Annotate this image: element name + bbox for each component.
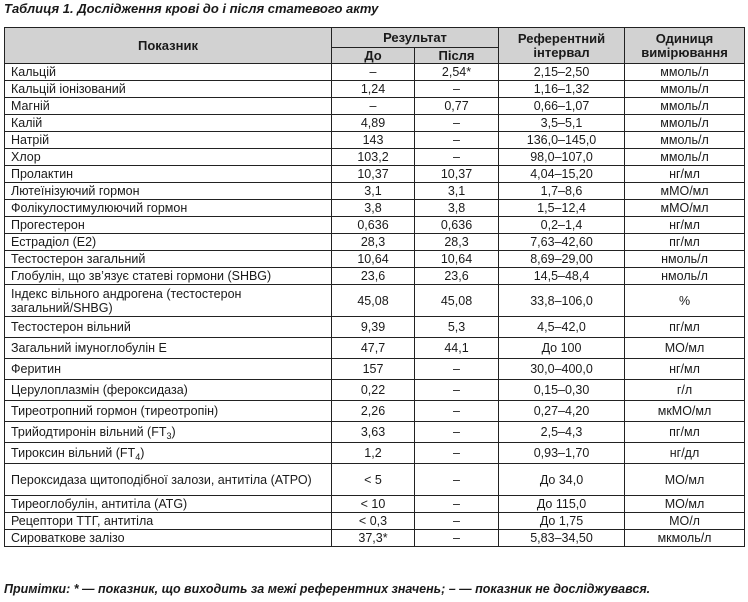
indicator-name: Пролактин [11, 167, 74, 181]
note-label: Примітки: [4, 582, 71, 596]
indicator-name: Тироксин вільний (FT [11, 446, 136, 460]
cell-after: – [415, 496, 499, 513]
indicator-name: Калій [11, 116, 43, 130]
cell-before: – [332, 98, 415, 115]
table-body [5, 64, 745, 547]
cell-unit: мМО/мл [625, 200, 745, 217]
table-row [5, 317, 745, 338]
table-row [5, 115, 745, 132]
cell-before: – [332, 64, 415, 81]
indicator-name: Прогестерон [11, 218, 85, 232]
cell-after: – [415, 81, 499, 98]
cell-after: 0,77 [415, 98, 499, 115]
indicator-name: Лютеїнізуючий гормон [11, 184, 140, 198]
cell-reference: 14,5–48,4 [499, 268, 625, 285]
header-after: Після [415, 48, 499, 64]
blood-test-table [4, 27, 745, 547]
cell-reference: До 34,0 [499, 464, 625, 496]
cell-after: – [415, 115, 499, 132]
cell-reference: 1,5–12,4 [499, 200, 625, 217]
cell-reference: 4,5–42,0 [499, 317, 625, 338]
cell-reference: 2,5–4,3 [499, 422, 625, 443]
indicator-suffix: ) [140, 446, 145, 460]
cell-unit: нг/мл [625, 359, 745, 380]
cell-reference: 8,69–29,00 [499, 251, 625, 268]
cell-indicator [5, 496, 332, 513]
table-row [5, 464, 745, 496]
cell-after: 44,1 [415, 338, 499, 359]
cell-after: – [415, 132, 499, 149]
indicator-name: Тиреотропний гормон (тиреотропін) [11, 404, 219, 418]
table-row [5, 234, 745, 251]
table-row [5, 380, 745, 401]
cell-unit: ммоль/л [625, 81, 745, 98]
cell-indicator [5, 132, 332, 149]
cell-indicator [5, 443, 332, 464]
cell-reference: 3,5–5,1 [499, 115, 625, 132]
header-result: Результат [332, 28, 499, 48]
cell-indicator [5, 530, 332, 547]
cell-before: 10,64 [332, 251, 415, 268]
cell-before: 0,636 [332, 217, 415, 234]
indicator-name: Сироваткове залізо [11, 531, 125, 545]
cell-reference: 33,8–106,0 [499, 285, 625, 317]
indicator-name: Трийодтиронін вільний (FT [11, 425, 167, 439]
cell-after: 2,54* [415, 64, 499, 81]
indicator-name: Хлор [11, 150, 41, 164]
header-unit: Одиниця вимірювання [625, 28, 745, 64]
cell-reference: 0,27–4,20 [499, 401, 625, 422]
cell-indicator [5, 285, 332, 317]
cell-before: 3,63 [332, 422, 415, 443]
cell-before: 103,2 [332, 149, 415, 166]
header-before: До [332, 48, 415, 64]
cell-unit: мкмоль/л [625, 530, 745, 547]
cell-after: – [415, 401, 499, 422]
cell-reference: До 100 [499, 338, 625, 359]
cell-reference: 98,0–107,0 [499, 149, 625, 166]
cell-unit: нг/мл [625, 166, 745, 183]
table-row [5, 530, 745, 547]
indicator-name: Глобулін, що зв’язує статеві гормони (SHBG) [11, 269, 272, 283]
indicator-name: Натрій [11, 133, 50, 147]
cell-unit: МО/л [625, 513, 745, 530]
cell-before: 4,89 [332, 115, 415, 132]
cell-reference: 0,15–0,30 [499, 380, 625, 401]
cell-unit: пг/мл [625, 317, 745, 338]
cell-after: – [415, 443, 499, 464]
cell-after: – [415, 359, 499, 380]
cell-reference: 30,0–400,0 [499, 359, 625, 380]
indicator-name: Фолікулостимулюючий гормон [11, 201, 188, 215]
cell-indicator [5, 217, 332, 234]
cell-reference: 1,16–1,32 [499, 81, 625, 98]
cell-after: – [415, 422, 499, 443]
cell-indicator [5, 401, 332, 422]
cell-unit: ммоль/л [625, 64, 745, 81]
cell-indicator [5, 317, 332, 338]
cell-unit: пг/мл [625, 422, 745, 443]
cell-indicator [5, 422, 332, 443]
cell-before: 10,37 [332, 166, 415, 183]
indicator-name: Пероксидаза щитоподібної залози, антитіла (АТРО) [11, 472, 312, 487]
cell-before: 3,1 [332, 183, 415, 200]
table-row [5, 285, 745, 317]
cell-after: 23,6 [415, 268, 499, 285]
cell-after: 10,64 [415, 251, 499, 268]
cell-after: – [415, 513, 499, 530]
cell-reference: 0,66–1,07 [499, 98, 625, 115]
table-row [5, 496, 745, 513]
cell-unit: % [625, 285, 745, 317]
table-row [5, 183, 745, 200]
cell-indicator [5, 98, 332, 115]
table-row [5, 268, 745, 285]
indicator-name: Тиреоглобулін, антитіла (АТG) [11, 497, 188, 511]
indicator-name: Кальцій [11, 65, 56, 79]
cell-unit: нмоль/л [625, 268, 745, 285]
cell-after: 28,3 [415, 234, 499, 251]
cell-indicator [5, 338, 332, 359]
cell-indicator [5, 234, 332, 251]
cell-before: 1,24 [332, 81, 415, 98]
cell-unit: ммоль/л [625, 98, 745, 115]
cell-before: 2,26 [332, 401, 415, 422]
cell-unit: г/л [625, 380, 745, 401]
cell-indicator [5, 513, 332, 530]
cell-reference: 1,7–8,6 [499, 183, 625, 200]
cell-reference: 2,15–2,50 [499, 64, 625, 81]
table-row [5, 81, 745, 98]
cell-before: < 5 [332, 464, 415, 496]
table-row [5, 200, 745, 217]
cell-reference: 7,63–42,60 [499, 234, 625, 251]
indicator-name: Магній [11, 99, 50, 113]
cell-unit: нмоль/л [625, 251, 745, 268]
header-reference: Референтний інтервал [499, 28, 625, 64]
cell-after: 10,37 [415, 166, 499, 183]
cell-before: < 10 [332, 496, 415, 513]
cell-unit: мкМО/мл [625, 401, 745, 422]
cell-before: 28,3 [332, 234, 415, 251]
cell-unit: МО/мл [625, 464, 745, 496]
cell-indicator [5, 380, 332, 401]
cell-before: 37,3* [332, 530, 415, 547]
cell-reference: До 1,75 [499, 513, 625, 530]
cell-before: 45,08 [332, 285, 415, 317]
cell-indicator [5, 268, 332, 285]
cell-unit: МО/мл [625, 496, 745, 513]
cell-after: 5,3 [415, 317, 499, 338]
cell-unit: МО/мл [625, 338, 745, 359]
cell-after: – [415, 464, 499, 496]
indicator-name: Тестостерон вільний [11, 320, 131, 334]
indicator-subscript: 3 [166, 431, 172, 441]
cell-reference: 0,93–1,70 [499, 443, 625, 464]
table-row [5, 359, 745, 380]
table-row [5, 217, 745, 234]
table-note [4, 582, 650, 596]
indicator-name: Церулоплазмін (фероксидаза) [11, 383, 188, 397]
cell-reference: 5,83–34,50 [499, 530, 625, 547]
cell-unit: ммоль/л [625, 115, 745, 132]
cell-before: 23,6 [332, 268, 415, 285]
indicator-name: Естрадіол (Е2) [11, 235, 97, 249]
indicator-subscript: 4 [135, 452, 141, 462]
indicator-suffix: ) [171, 425, 176, 439]
header-indicator: Показник [5, 28, 332, 64]
cell-reference: 0,2–1,4 [499, 217, 625, 234]
cell-before: 1,2 [332, 443, 415, 464]
table-row [5, 166, 745, 183]
cell-reference: До 115,0 [499, 496, 625, 513]
cell-unit: ммоль/л [625, 149, 745, 166]
cell-before: < 0,3 [332, 513, 415, 530]
cell-indicator [5, 359, 332, 380]
cell-before: 47,7 [332, 338, 415, 359]
cell-indicator [5, 251, 332, 268]
cell-reference: 136,0–145,0 [499, 132, 625, 149]
table-row [5, 401, 745, 422]
table-row [5, 132, 745, 149]
cell-before: 9,39 [332, 317, 415, 338]
cell-reference: 4,04–15,20 [499, 166, 625, 183]
cell-after: – [415, 530, 499, 547]
cell-after: 3,1 [415, 183, 499, 200]
cell-unit: ммоль/л [625, 132, 745, 149]
cell-after: 0,636 [415, 217, 499, 234]
cell-indicator [5, 115, 332, 132]
indicator-name: Тестостерон загальний [11, 252, 146, 266]
cell-indicator [5, 149, 332, 166]
cell-before: 0,22 [332, 380, 415, 401]
cell-after: – [415, 149, 499, 166]
indicator-name: Рецептори ТТГ, антитіла [11, 514, 154, 528]
cell-unit: нг/дл [625, 443, 745, 464]
cell-unit: мМО/мл [625, 183, 745, 200]
indicator-name: Кальцій іонізований [11, 82, 126, 96]
cell-indicator [5, 200, 332, 217]
cell-before: 3,8 [332, 200, 415, 217]
cell-unit: нг/мл [625, 217, 745, 234]
table-row [5, 98, 745, 115]
note-text: * — показник, що виходить за межі референтних значень; – — показник не досліджувався. [70, 582, 651, 596]
indicator-name: Індекс вільного андрогена (тестостерон загальний/SHBG) [11, 286, 242, 315]
indicator-name: Феритин [11, 362, 61, 376]
cell-after: 3,8 [415, 200, 499, 217]
table-row [5, 338, 745, 359]
cell-indicator [5, 464, 332, 496]
cell-before: 143 [332, 132, 415, 149]
table-row [5, 64, 745, 81]
indicator-name: Загальний імуноглобулін Е [11, 341, 167, 355]
table-row [5, 149, 745, 166]
cell-after: – [415, 380, 499, 401]
cell-indicator [5, 183, 332, 200]
cell-indicator [5, 166, 332, 183]
table-row [5, 513, 745, 530]
cell-indicator [5, 64, 332, 81]
cell-before: 157 [332, 359, 415, 380]
cell-indicator [5, 81, 332, 98]
cell-unit: пг/мл [625, 234, 745, 251]
table-row [5, 443, 745, 464]
table-row [5, 422, 745, 443]
cell-after: 45,08 [415, 285, 499, 317]
table-row [5, 251, 745, 268]
table-caption: Таблиця 1. Дослідження крові до і після статевого акту [4, 1, 379, 16]
